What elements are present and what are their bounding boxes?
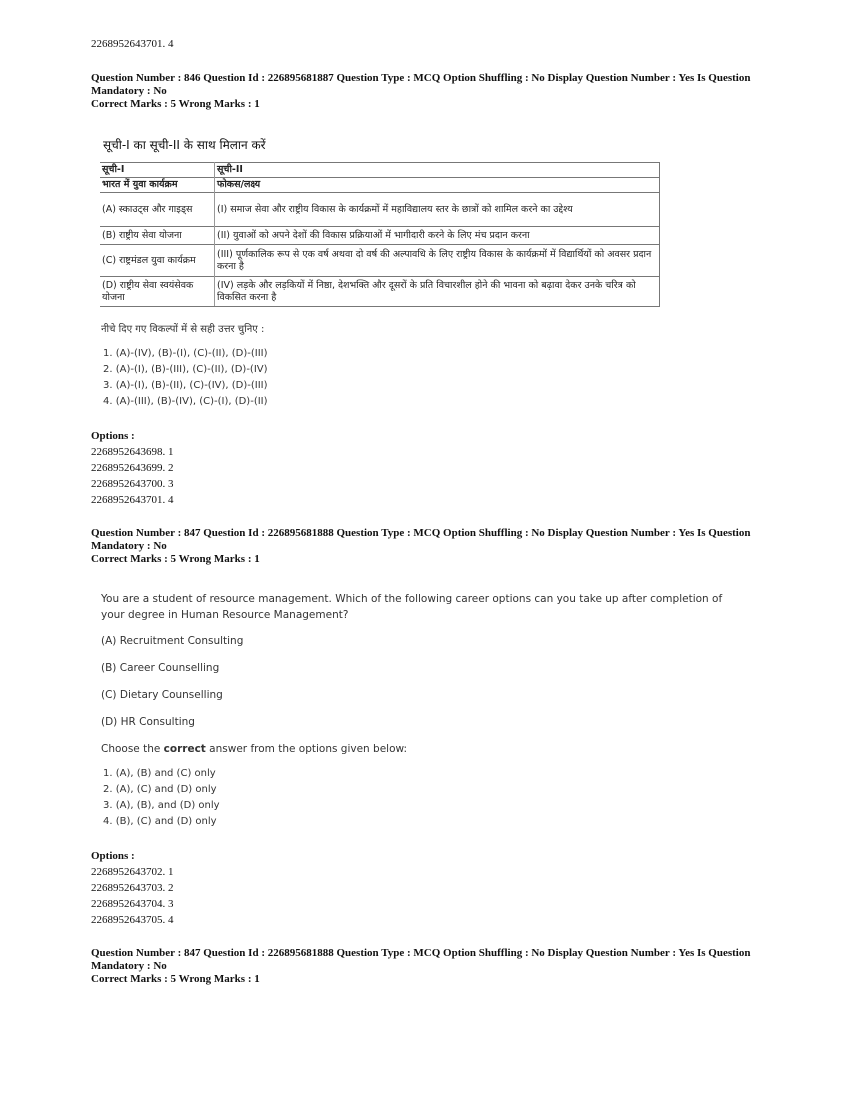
table-cell: (C) राष्ट्रमंडल युवा कार्यक्रम: [100, 245, 215, 277]
choose-bold: correct: [163, 743, 206, 755]
table-row: [100, 193, 660, 227]
question-text: [101, 591, 722, 623]
table-cell: (A) स्काउट्स और गाइड्स: [100, 193, 215, 227]
question-header: [91, 527, 751, 566]
marks-line: Correct Marks : 5 Wrong Marks : 1: [91, 98, 260, 110]
table-cell: फोकस/लक्ष्य: [215, 178, 660, 193]
table-cell: (IV) लड़के और लड़कियों में निष्ठा, देशभक्ति और दूसरों के प्रति विचारशील होने की भावना को बढ़ावा देकर उनके चरित्र को विकसित करना है: [215, 277, 660, 307]
header-line: Question Number : 847 Question Id : 226895681888 Question Type : MCQ Option Shuffling : No Display Question Number : Yes Is Question: [91, 527, 751, 539]
option-id: 2268952643702. 1: [91, 866, 174, 878]
question-header: [91, 947, 751, 986]
header-line: Mandatory : No: [91, 85, 167, 97]
table-cell: (B) राष्ट्रीय सेवा योजना: [100, 227, 215, 245]
answer-choice: 1. (A), (B) and (C) only: [103, 768, 216, 779]
table-cell: (III) पूर्णकालिक रूप से एक वर्ष अथवा दो वर्ष की अल्पावधि के लिए राष्ट्रीय विकास के कार्यक्रमों में विद्यार्थियों को अवसर प्रदान करना है: [215, 245, 660, 277]
option-id: 2268952643703. 2: [91, 882, 174, 894]
choose-suffix: answer from the options given below:: [205, 743, 408, 755]
table-cell: (I) समाज सेवा और राष्ट्रीय विकास के कार्यक्रमों में महाविद्यालय स्तर के छात्रों को शामिल करने का उद्देश्य: [215, 193, 660, 227]
statement-item: (B) Career Counselling: [101, 662, 220, 674]
page-top-number: 2268952643701. 4: [91, 38, 174, 50]
answer-choice: 2. (A)-(I), (B)-(III), (C)-(II), (D)-(IV): [103, 364, 268, 375]
option-id: 2268952643704. 3: [91, 898, 174, 910]
header-line: Mandatory : No: [91, 540, 167, 552]
option-id: 2268952643700. 3: [91, 478, 174, 490]
match-instruction: सूची-I का सूची-II के साथ मिलान करें: [103, 138, 266, 152]
table-cell: सूची-II: [215, 163, 660, 178]
match-table: [100, 162, 660, 307]
answer-choice: 1. (A)-(IV), (B)-(I), (C)-(II), (D)-(III): [103, 348, 268, 359]
options-label: Options :: [91, 430, 135, 442]
marks-line: Correct Marks : 5 Wrong Marks : 1: [91, 553, 260, 565]
marks-line: Correct Marks : 5 Wrong Marks : 1: [91, 973, 260, 985]
header-line: Mandatory : No: [91, 960, 167, 972]
table-cell: (II) युवाओं को अपने देशों की विकास प्रक्रियाओं में भागीदारी करने के लिए मंच प्रदान करना: [215, 227, 660, 245]
choose-instruction: [101, 741, 407, 757]
table-row: [100, 277, 660, 307]
options-label: Options :: [91, 850, 135, 862]
answer-choice: 3. (A)-(I), (B)-(II), (C)-(IV), (D)-(III): [103, 380, 268, 391]
answer-choice: 4. (B), (C) and (D) only: [103, 816, 217, 827]
table-header-row: [100, 163, 660, 178]
statement-item: (A) Recruitment Consulting: [101, 635, 244, 647]
option-id: 2268952643701. 4: [91, 494, 174, 506]
choose-prefix: Choose the: [101, 743, 164, 755]
table-row: [100, 245, 660, 277]
table-subheader-row: [100, 178, 660, 193]
answer-choice: 4. (A)-(III), (B)-(IV), (C)-(I), (D)-(II): [103, 396, 268, 407]
statement-item: (C) Dietary Counselling: [101, 689, 223, 701]
question-header: [91, 72, 751, 111]
header-line: Question Number : 847 Question Id : 226895681888 Question Type : MCQ Option Shuffling : No Display Question Number : Yes Is Question: [91, 947, 751, 959]
table-cell: (D) राष्ट्रीय सेवा स्वयंसेवक योजना: [100, 277, 215, 307]
question-line: your degree in Human Resource Management?: [101, 609, 349, 621]
statement-item: (D) HR Consulting: [101, 716, 195, 728]
table-cell: भारत में युवा कार्यक्रम: [100, 178, 215, 193]
choose-instruction: नीचे दिए गए विकल्पों में से सही उत्तर चुनिए :: [101, 324, 265, 335]
answer-choice: 2. (A), (C) and (D) only: [103, 784, 217, 795]
header-line: Question Number : 846 Question Id : 226895681887 Question Type : MCQ Option Shuffling : No Display Question Number : Yes Is Question: [91, 72, 751, 84]
table-cell: सूची-I: [100, 163, 215, 178]
table-row: [100, 227, 660, 245]
answer-choice: 3. (A), (B), and (D) only: [103, 800, 220, 811]
question-line: You are a student of resource management. Which of the following career options can you take up after completion of: [101, 593, 723, 605]
option-id: 2268952643705. 4: [91, 914, 174, 926]
option-id: 2268952643698. 1: [91, 446, 174, 458]
option-id: 2268952643699. 2: [91, 462, 174, 474]
